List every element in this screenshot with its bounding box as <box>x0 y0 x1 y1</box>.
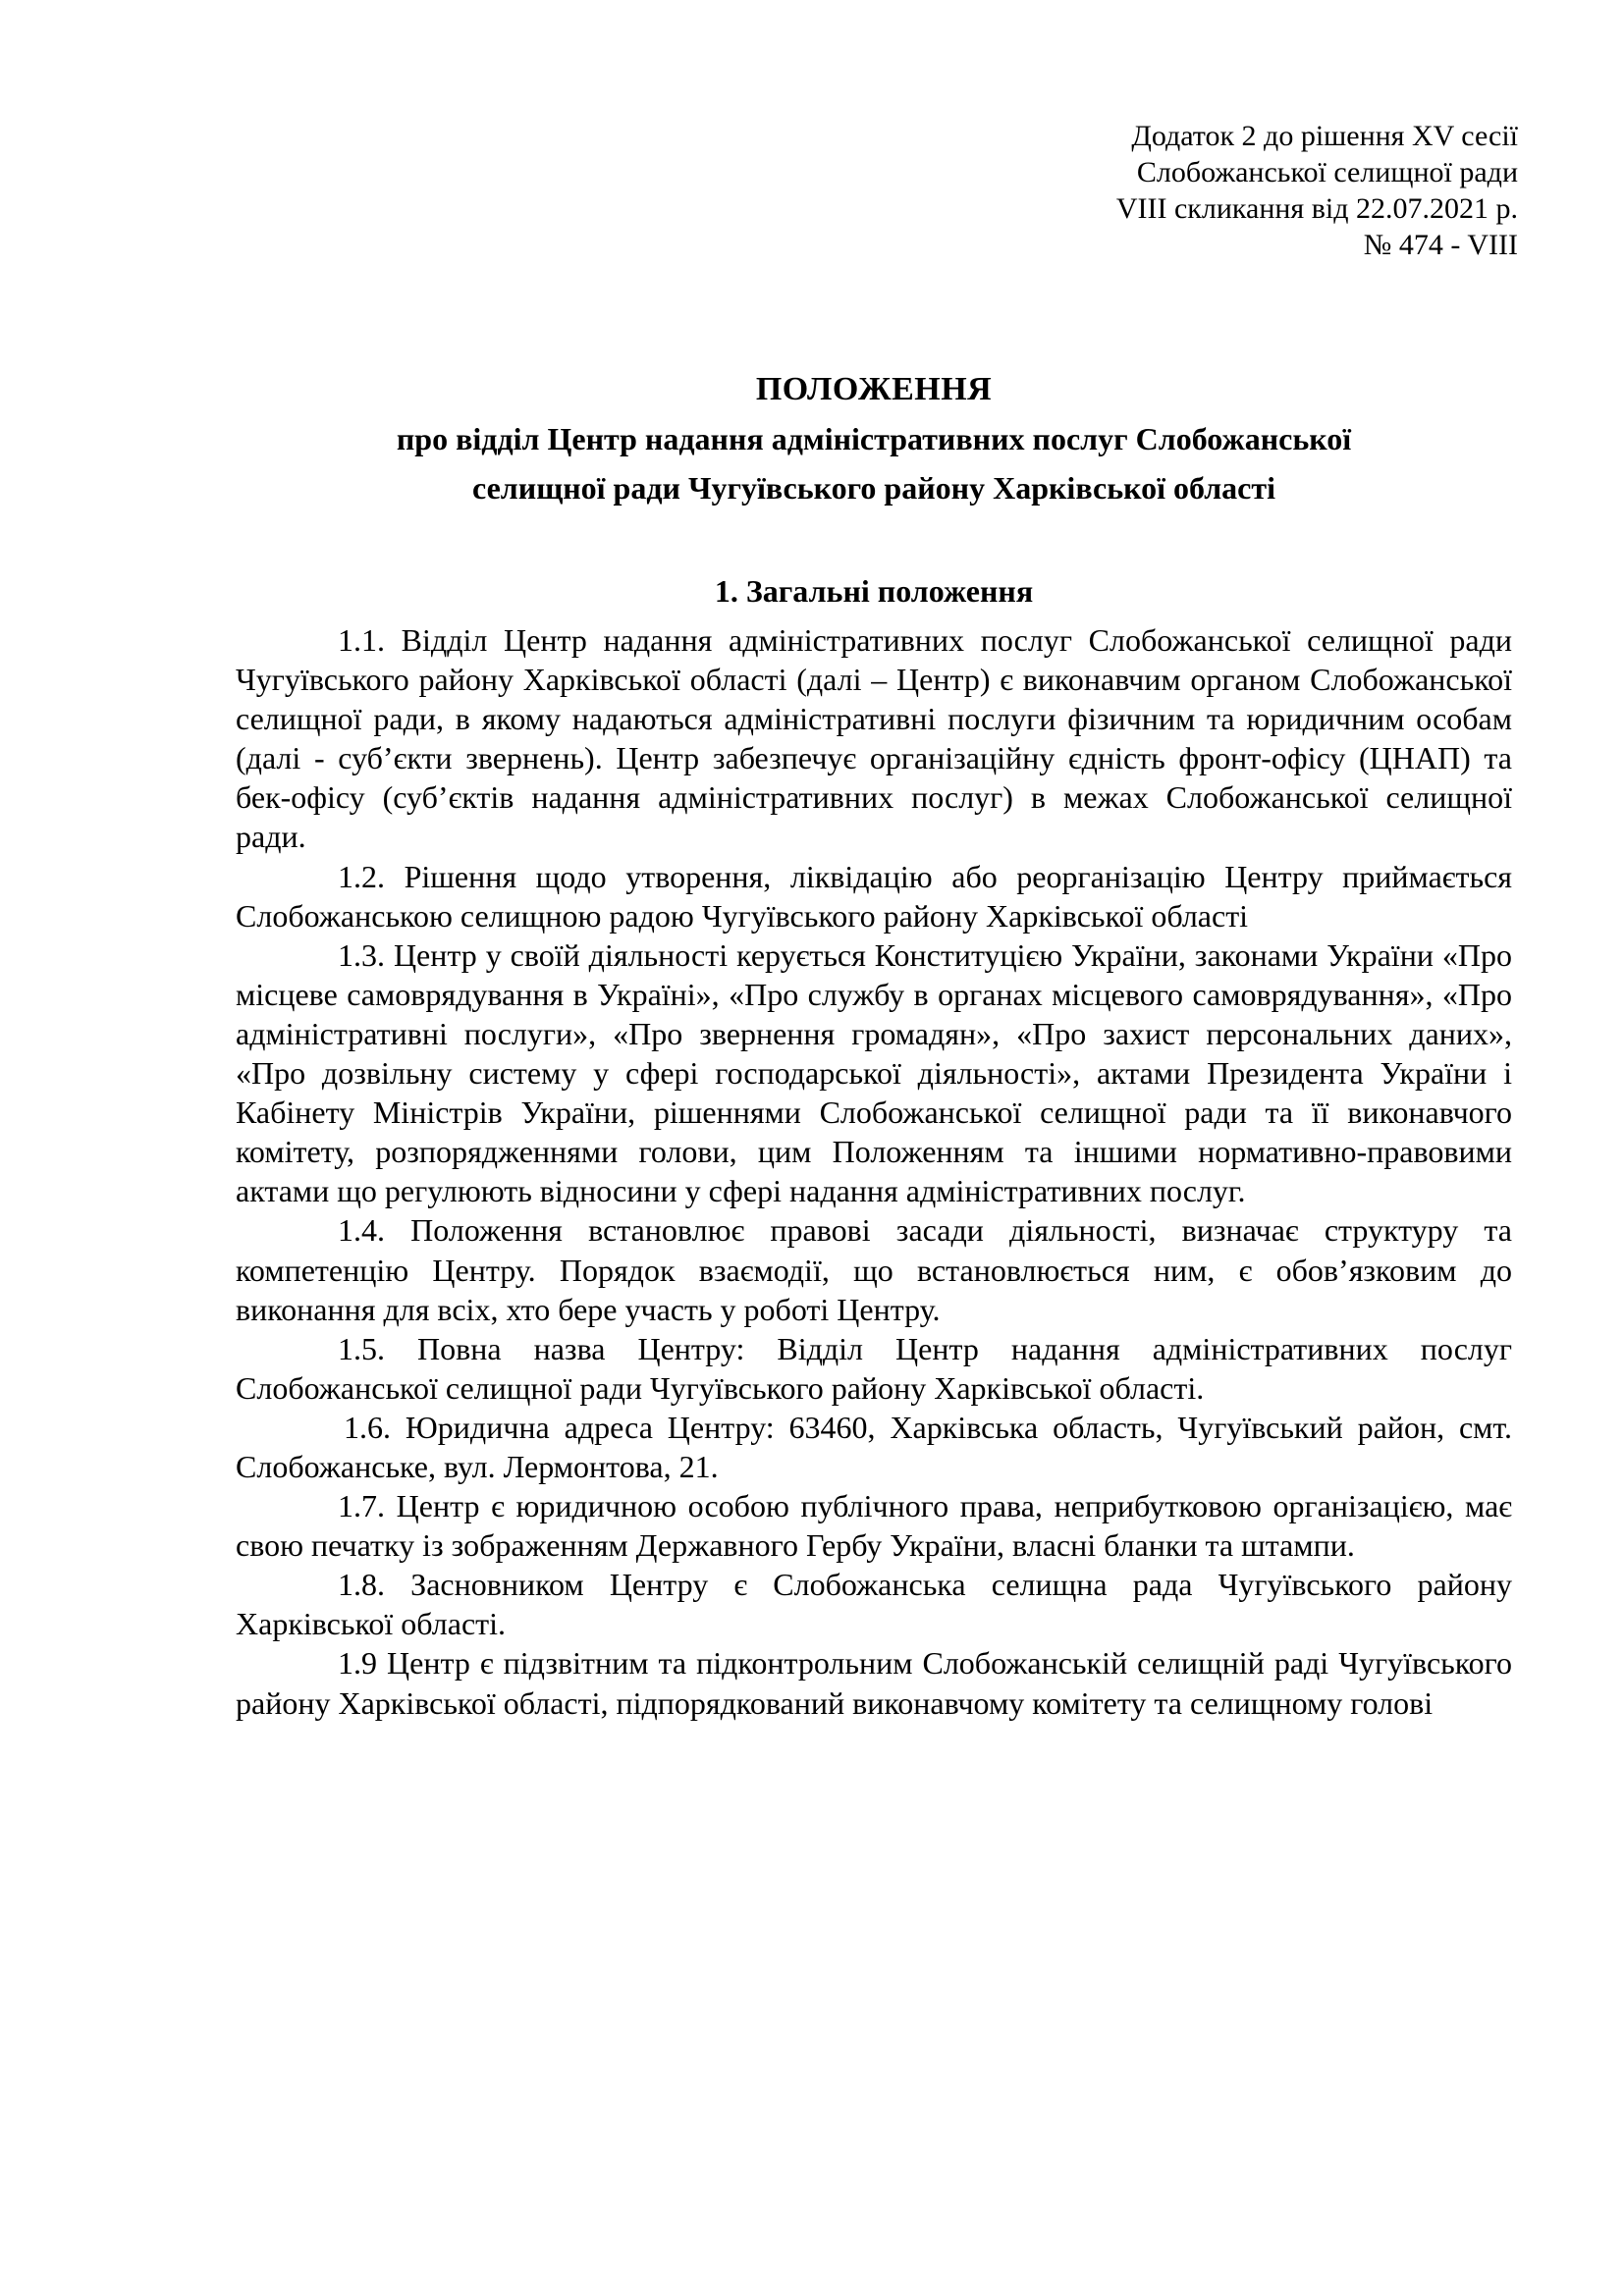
paragraph: 1.6. Юридична адреса Центру: 63460, Харківська область, Чугуївський район, смт. Слобожанське, вул. Лермонтова, 21. <box>236 1409 1512 1484</box>
section-heading: 1. Загальні положення <box>714 573 1034 609</box>
document-subtitle-line: селищної ради Чугуївського району Харківської області <box>472 470 1275 506</box>
paragraph: 1.3. Центр у своїй діяльності керується Конституцією України, законами України «Про місцеве самоврядування в Україні», «Про службу в органах місцевого самоврядування», «Про адміністративні послуги», «Про звернення громадян», «Про захист персональних даних», «Про дозвільну систему у сфері господарської діяльності», актами Президента України і Кабінету Міністрів України, рішеннями Слобожанської селищної ради та її виконавчого комітету, розпорядженнями голови, цим Положенням та іншими нормативно-правовими актами що регулюють відносини у сфері надання адміністративних послуг. <box>236 936 1512 1209</box>
annex-note <box>1007 118 1518 263</box>
paragraph: 1.4. Положення встановлює правові засади діяльності, визначає структуру та компетенцію Центру. Порядок взаємодії, що встановлюється ним, є обов’язковим до виконання для всіх, хто бере участь у роботі Центру. <box>236 1212 1512 1327</box>
annex-line: Слобожанської селищної ради <box>1136 156 1518 188</box>
paragraph: 1.8. Засновником Центру є Слобожанська селищна рада Чугуївського району Харківської області. <box>236 1567 1512 1642</box>
annex-line: VIII скликання від 22.07.2021 р. <box>1115 192 1518 225</box>
annex-line: Додаток 2 до рішення XV сесії <box>1131 120 1518 152</box>
document-subtitle-line: про відділ Центр надання адміністративних послуг Слобожанської <box>396 421 1352 456</box>
paragraph: 1.7. Центр є юридичною особою публічного права, неприбутковою організацією, має свою печатку із зображенням Державного Гербу України, власні бланки та штампи. <box>236 1488 1512 1564</box>
paragraph: 1.2. Рішення щодо утворення, ліквідацію або реорганізацію Центру приймається Слобожанською селищною радою Чугуївського району Харківської області <box>236 858 1512 934</box>
annex-line: № 474 - VIII <box>1363 229 1518 261</box>
paragraph: 1.5. Повна назва Центру: Відділ Центр надання адміністративних послуг Слобожанської селищної ради Чугуївського району Харківської області. <box>236 1330 1512 1406</box>
section-body <box>236 620 1512 1723</box>
paragraph: 1.1. Відділ Центр надання адміністративних послуг Слобожанської селищної ради Чугуївського району Харківської області (далі – Центр) є виконавчим органом Слобожанської селищної ради, в якому надаються адміністративні послуги фізичним та юридичним особам (далі - суб’єкти звернень). Центр забезпечує організаційну єдність фронт-офісу (ЦНАП) та бек-офісу (суб’єктів надання адміністративних послуг) в межах Слобожанської селищної ради. <box>236 622 1512 855</box>
paragraph: 1.9 Центр є підзвітним та підконтрольним Слобожанській селищній раді Чугуївського району Харківської області, підпорядкований виконавчому комітету та селищному голові <box>236 1645 1512 1721</box>
title-block <box>236 365 1512 512</box>
document-title: ПОЛОЖЕННЯ <box>755 371 993 407</box>
